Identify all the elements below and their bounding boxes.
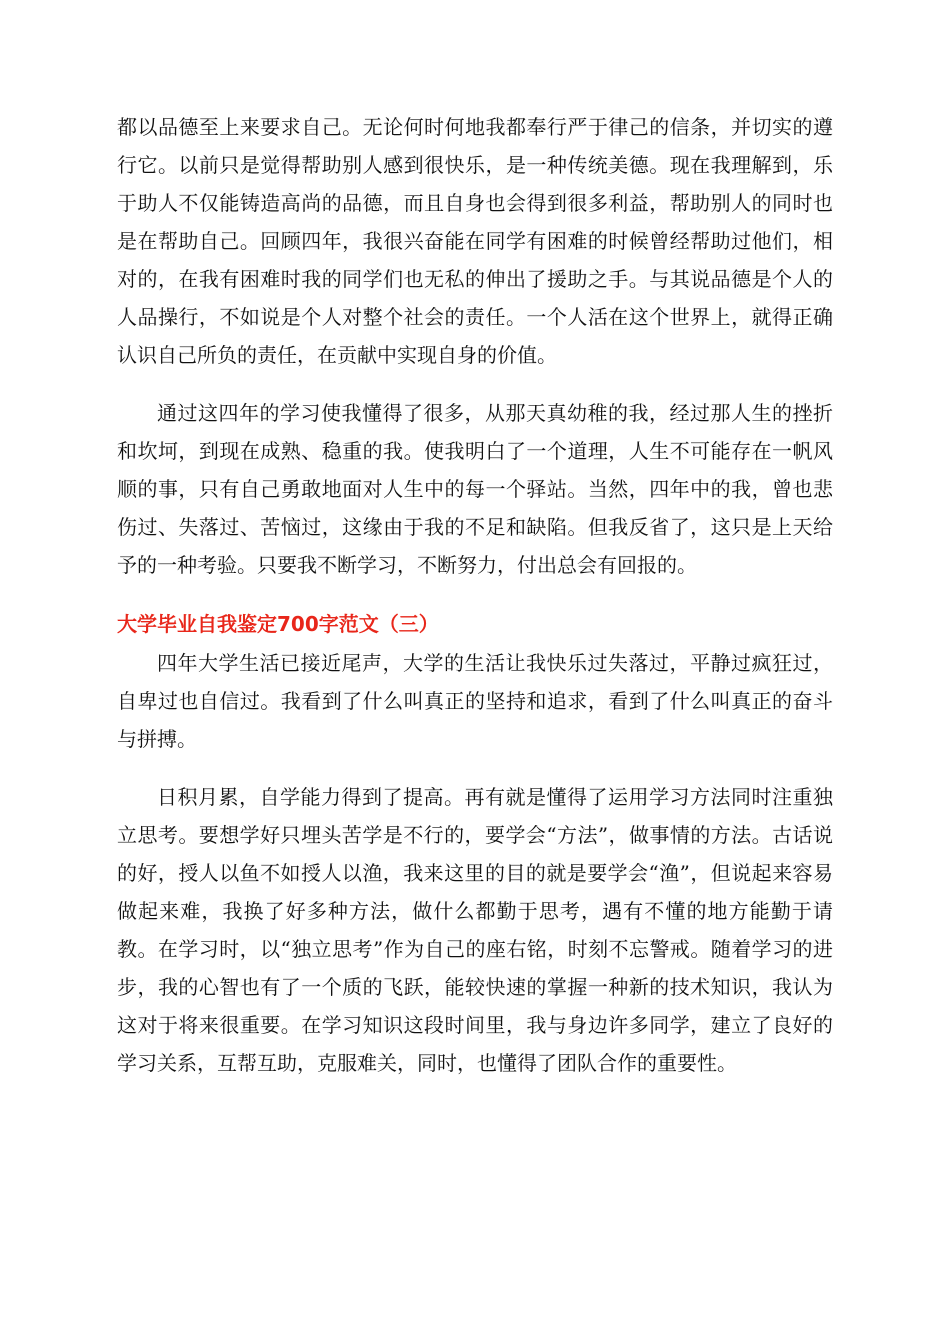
- paragraph-self-learning: 日积月累，自学能力得到了提高。再有就是懂得了运用学习方法同时注重独立思考。要想学好只埋头苦学是不行的，要学会“方法”，做事情的方法。古话说的好，授人以鱼不如授人以渔，我来这里的目的就是要学会“渔”，但说起来容易做起来难，我换了好多种方法，做什么都勤于思考，遇有不懂的地方能勤于请教。在学习时，以“独立思考”作为自己的座右铭，时刻不忘警戒。随着学习的进步，我的心智也有了一个质的飞跃，能较快速的掌握一种新的技术知识，我认为这对于将来很重要。在学习知识这段时间里，我与身边许多同学，建立了良好的学习关系，互帮互助，克服难关，同时，也懂得了团队合作的重要性。: [117, 785, 833, 1075]
- section-heading: 大学毕业自我鉴定700字范文（三）: [117, 612, 439, 636]
- document-body: [117, 108, 833, 1082]
- paragraph-continued: 都以品德至上来要求自己。无论何时何地我都奉行严于律己的信条，并切实的遵行它。以前只是觉得帮助别人感到很快乐，是一种传统美德。现在我理解到，乐于助人不仅能铸造高尚的品德，而且自身也会得到很多利益，帮助别人的同时也是在帮助自己。回顾四年，我很兴奋能在同学有困难的时候曾经帮助过他们，相对的，在我有困难时我的同学们也无私的伸出了援助之手。与其说品德是个人的人品操行，不如说是个人对整个社会的责任。一个人活在这个世界上，就得正确认识自己所负的责任，在贡献中实现自身的价值。: [117, 115, 833, 367]
- paragraph-college-life: 四年大学生活已接近尾声，大学的生活让我快乐过失落过，平静过疯狂过，自卑过也自信过。我看到了什么叫真正的坚持和追求，看到了什么叫真正的奋斗与拼搏。: [117, 651, 833, 751]
- paragraph-four-years-study: 通过这四年的学习使我懂得了很多，从那天真幼稚的我，经过那人生的挫折和坎坷，到现在成熟、稳重的我。使我明白了一个道理，人生不可能存在一帆风顺的事，只有自己勇敢地面对人生中的每一个驿站。当然，四年中的我，曾也悲伤过、失落过、苦恼过，这缘由于我的不足和缺陷。但我反省了，这只是上天给予的一种考验。只要我不断学习，不断努力，付出总会有回报的。: [117, 401, 833, 577]
